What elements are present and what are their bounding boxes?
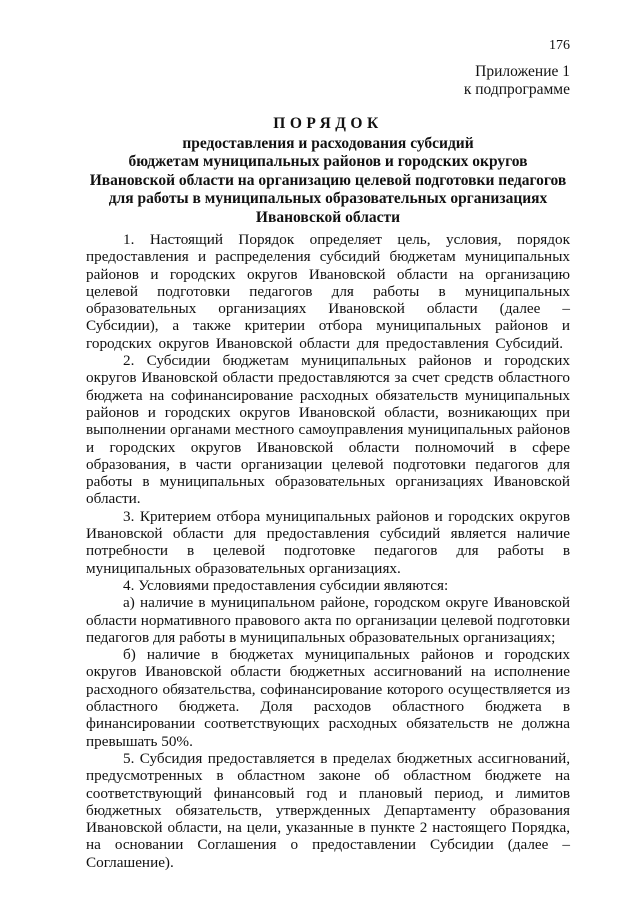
paragraph-3: 3. Критерием отбора муниципальных районов и городских округов Ивановской области для предоставления субсидий является наличие потребности в целевой подготовке педагогов для работы в муниципальных образовательных организациях.: [86, 507, 570, 577]
paragraph-1: 1. Настоящий Порядок определяет цель, условия, порядок предоставления и распределения субсидий бюджетам муниципальных районов и городских округов Ивановской области на организацию целевой подготовки педагогов для работы в муниципальных образовательных организациях Ивановской области (далее – Субсидии), а также критерии отбора муниципальных районов и городских округов Ивановской области для предоставления Субсидий.: [86, 231, 570, 352]
appendix-line-2: к подпрограмме: [463, 81, 570, 98]
title-line-4: для работы в муниципальных образовательных организациях: [108, 190, 548, 208]
appendix-note: [464, 63, 570, 99]
title-line-5: Ивановской области: [255, 208, 401, 226]
document-title: [86, 115, 570, 228]
title-heading: ПОРЯДОК: [273, 115, 383, 132]
title-line-3: Ивановской области на организацию целевой подготовки педагогов: [89, 171, 567, 189]
appendix-line-1: Приложение 1: [475, 63, 570, 80]
paragraph-4: 4. Условиями предоставления субсидии являются:: [123, 576, 449, 594]
title-line-2: бюджетам муниципальных районов и городских округов: [128, 153, 528, 171]
paragraph-4a: а) наличие в муниципальном районе, городском округе Ивановской области нормативного правового акта по организации целевой подготовки педагогов для работы в муниципальных образовательных организациях;: [86, 594, 570, 646]
title-line-1: предоставления и расходования субсидий: [182, 134, 474, 152]
paragraph-4b: б) наличие в бюджетах муниципальных районов и городских округов Ивановской области бюджетных ассигнований на исполнение расходного обязательства, софинансирование которого осуществляется из областного бюджета. Доля расходов областного бюджета в финансировании соответствующих расходных обязательств не должна превышать 50%.: [86, 646, 570, 750]
page-number: 176: [549, 38, 570, 53]
paragraph-5: 5. Субсидия предоставляется в пределах бюджетных ассигнований, предусмотренных в областном законе об областном бюджете на соответствующий финансовый год и плановый период, и лимитов бюджетных обязательств, утвержденных Департаменту образования Ивановской области, на цели, указанные в пункте 2 настоящего Порядка, на основании Соглашения о предоставлении Субсидии (далее – Соглашение).: [86, 749, 570, 871]
paragraph-2: 2. Субсидии бюджетам муниципальных районов и городских округов Ивановской области предоставляются за счет средств областного бюджета на софинансирование расходных обязательств муниципальных районов и городских округов Ивановской области, возникающих при выполнении органами местного самоуправления муниципальных районов и городских округов Ивановской области полномочий в сфере образования, в части организации целевой подготовки педагогов для работы в муниципальных образовательных организациях Ивановской области.: [86, 352, 570, 508]
document-body: [86, 231, 570, 871]
